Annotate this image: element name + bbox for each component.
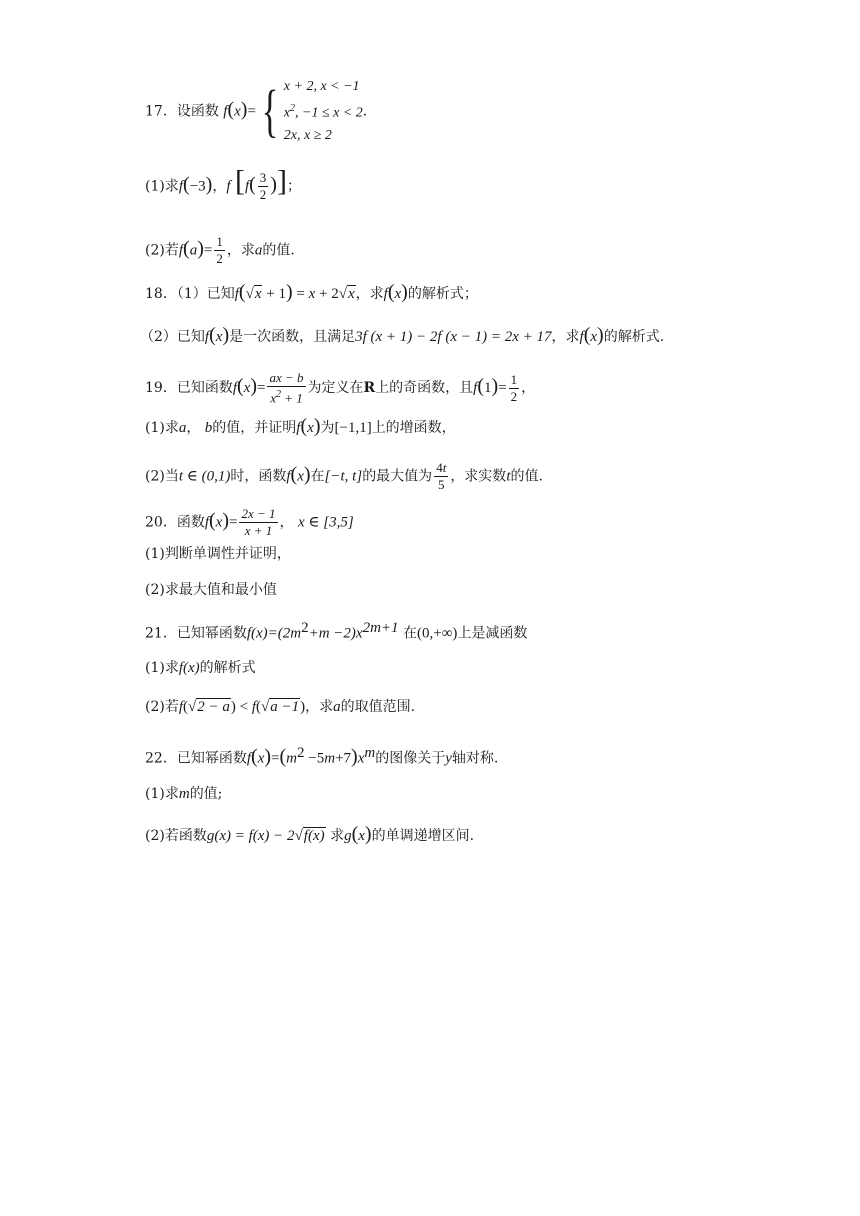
q20-part2: (2)求最大值和最小值: [145, 582, 277, 598]
q17-part1: (1)求f(−3)，f [f( $\frac{3}{2}$ )]；: [145, 164, 301, 202]
q21-part2: (2)若f(√2 − a) < f(√a −1)，求a的取值范围.: [145, 699, 416, 715]
q18-part2: （2）已知f(x)是一次函数，且满足3f (x + 1) − 2f (x − 1) = 2x + 17，求f(x)的解析式.: [140, 324, 665, 346]
q17-stem: 17．设函数 f(x)={ x + 2, x < −1 $x^2$, −1 ≤ x < 2 2x, x ≥ 2 .: [145, 76, 367, 147]
q22-part2: (2)若函数g(x) = f(x) − 2√f(x) 求g(x)的单调递增区间.: [145, 823, 475, 845]
q19-part1: (1)求a， b的值，并证明f(x)为[−1,1]上的增函数，: [145, 415, 456, 437]
piecewise-cases: x + 2, x < −1 $x^2$, −1 ≤ x < 2 2x, x ≥ 2: [283, 79, 363, 143]
q22-part1: (1)求m的值;: [145, 786, 223, 802]
q17-part2: (2)若f(a)= $\frac{1}{2}$ ，求a的值.: [145, 234, 295, 266]
q21-part1: (1)求f(x)的解析式: [145, 660, 256, 676]
q20-part1: (1)判断单调性并证明，: [145, 546, 291, 562]
q20-stem: 20．函数f(x)= $\frac{2x - 1}{x + 1}$ ， x ∈ [3,5]: [145, 506, 354, 538]
q19-part2: (2)当t ∈ (0,1)时，函数f(x)在[−t, t]的最大值为 $\frac{4t}{5}$ ，求实数t的值.: [145, 460, 543, 492]
q18-part1: 18．（1）已知f(√x + 1) = x + 2√x，求f(x)的解析式；: [145, 281, 478, 303]
q22-stem: 22．已知幂函数$f(x)=(m^2 -5m+7)x^m$的图像关于y轴对称.: [145, 745, 499, 768]
q21-stem: 21．已知幂函数$f(x)=(2m^2+m -2)x^{2m+1}$ 在(0,+∞)上是减函数: [145, 620, 528, 642]
q19-stem: 19．已知函数f(x)= $\frac{ax - b}{x^2 + 1}$ 为定义在R上的奇函数，且f(1)= $\frac{1}{2}$ ，: [145, 370, 536, 406]
